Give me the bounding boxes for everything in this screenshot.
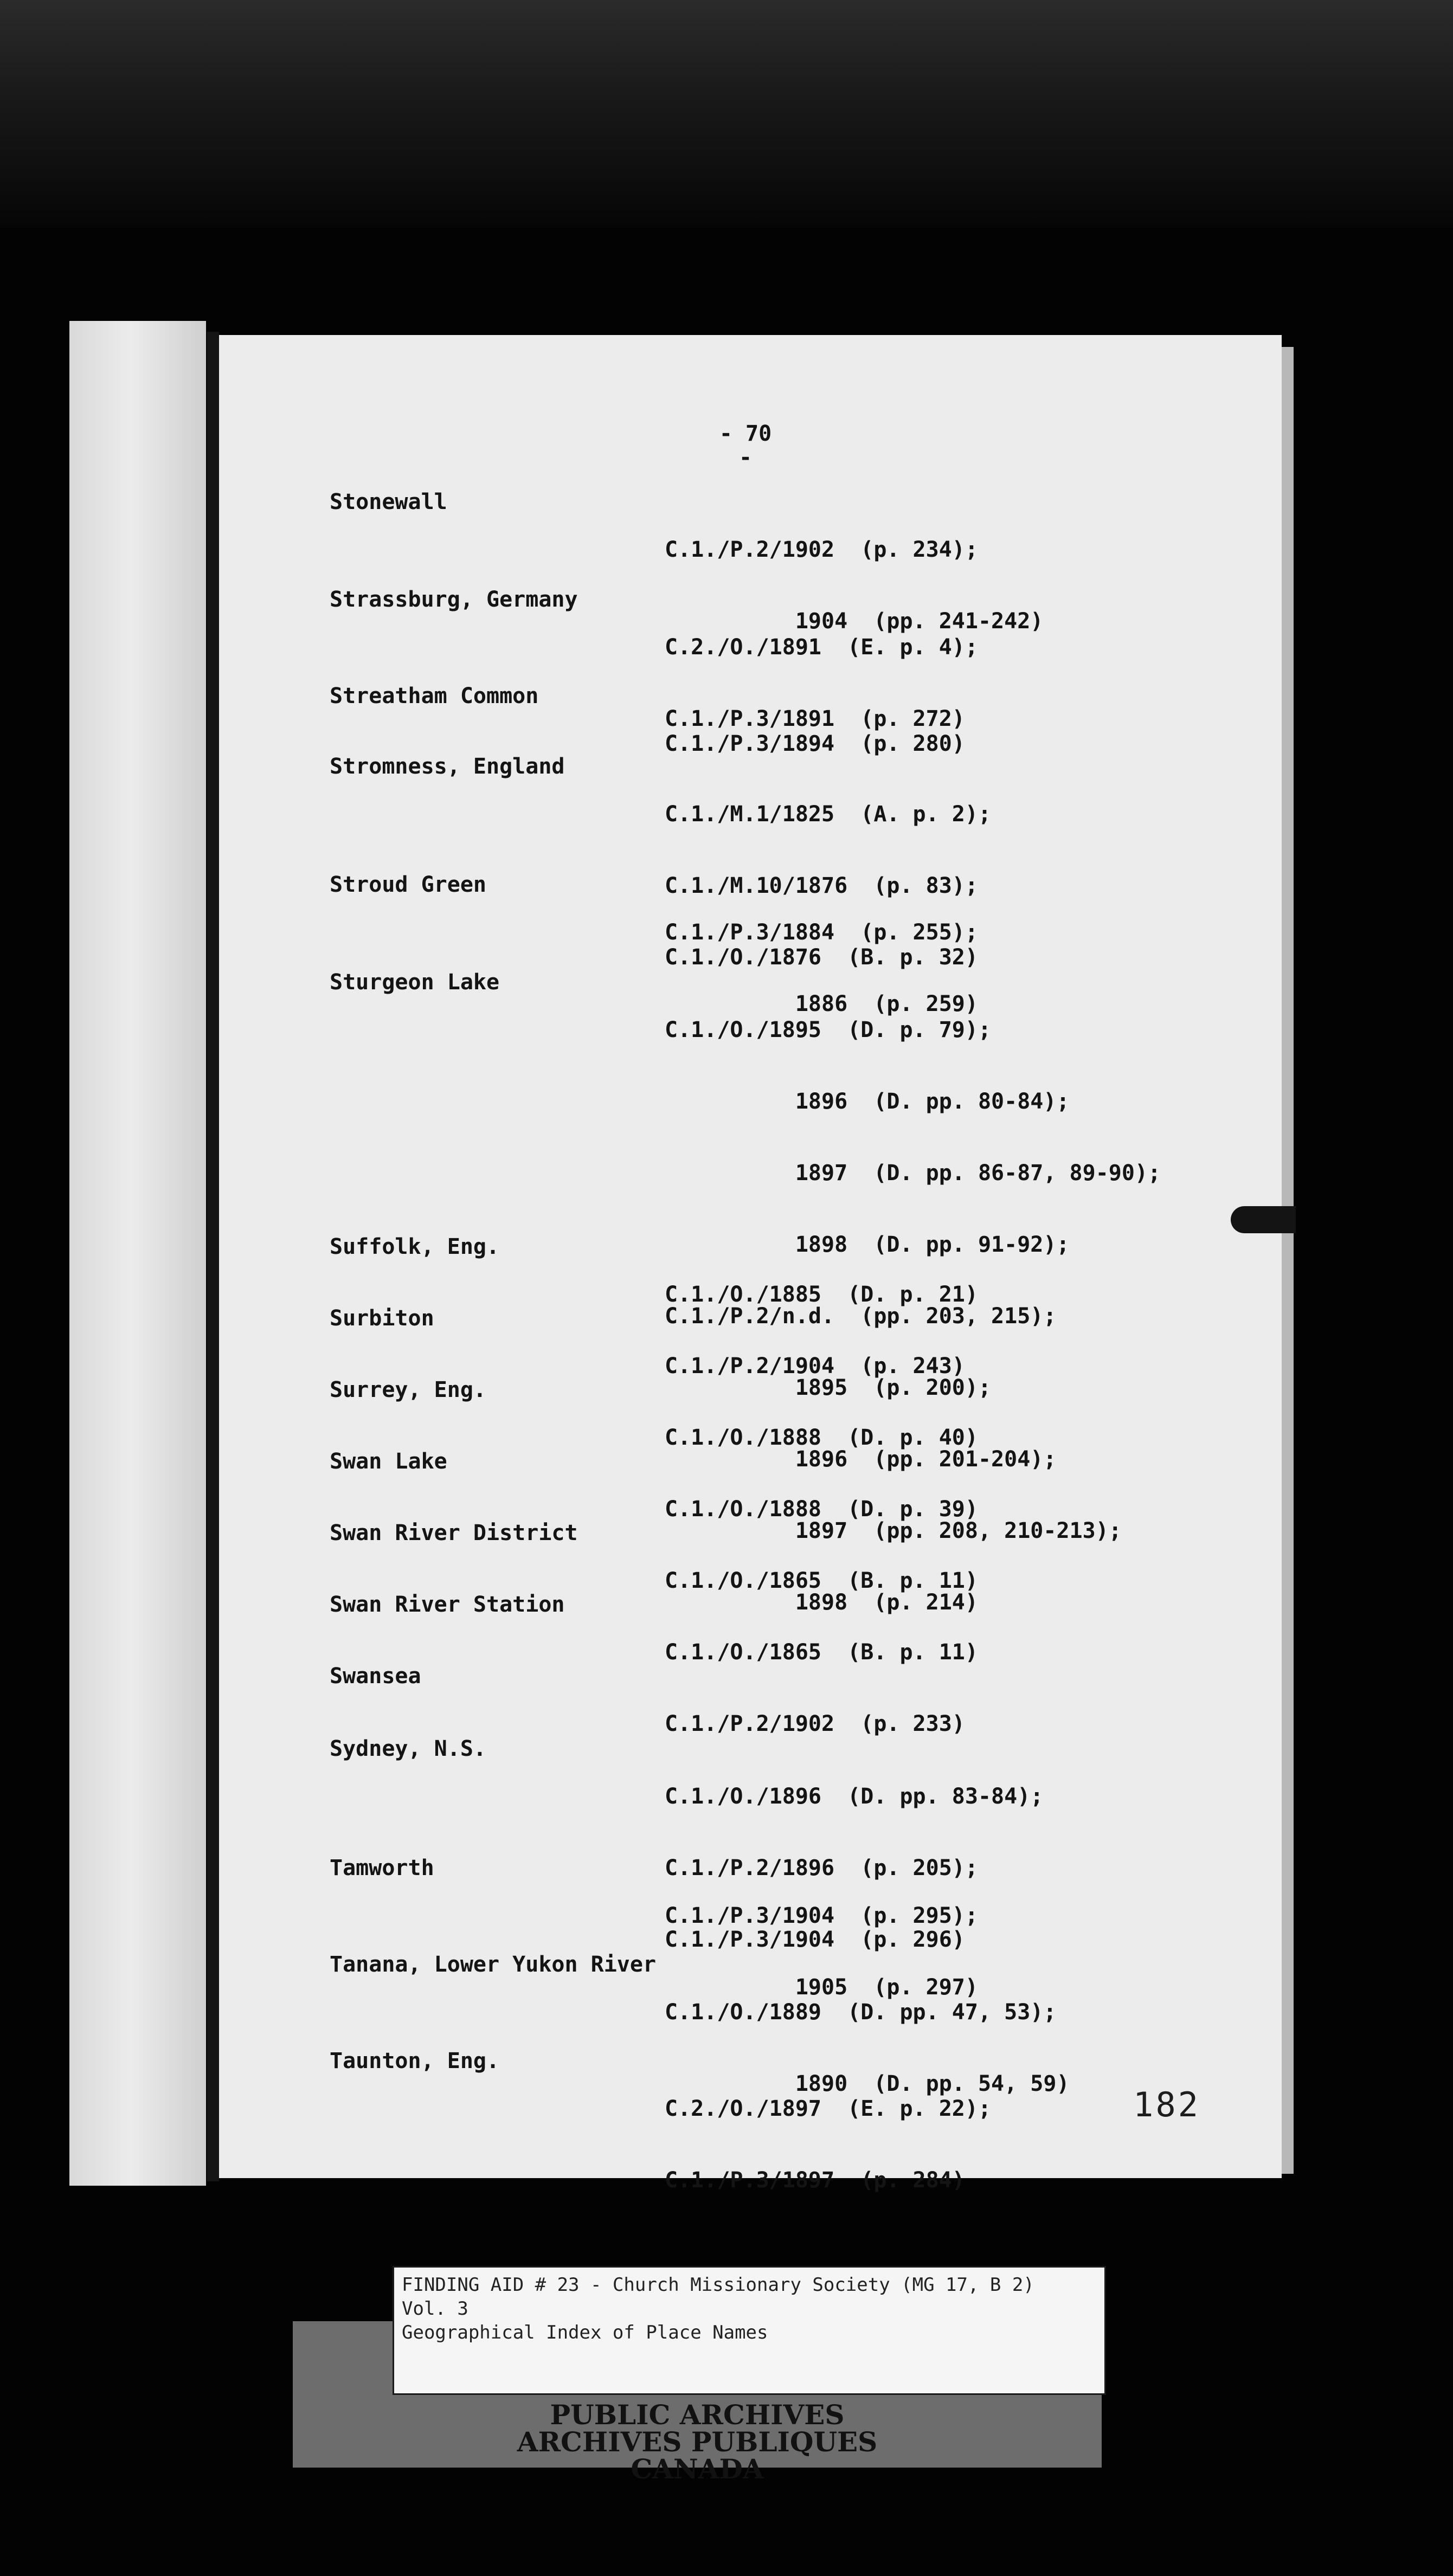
place-name: Sydney, N.S. — [330, 1736, 486, 1761]
reference-line: C.1./M.1/1825 (A. p. 2); — [665, 802, 992, 827]
reference-line: 1898 (D. pp. 91-92); — [665, 1232, 1070, 1257]
reference-line: 1905 (p. 297) — [665, 1975, 978, 2000]
reference-line: C.2./O./1897 (E. p. 22); — [665, 2096, 992, 2121]
facing-page-edge — [69, 321, 206, 2186]
reference-line: 1898 (p. 214) — [665, 1590, 978, 1615]
place-name: Taunton, Eng. — [330, 2049, 500, 2073]
reference-line: 1886 (p. 259) — [665, 991, 978, 1016]
reference-line: 1896 (D. pp. 80-84); — [665, 1089, 1070, 1114]
archives-stamp — [293, 2401, 1102, 2483]
reference-line: C.1./P.3/1904 (p. 296) — [665, 1927, 965, 1952]
reference-line: C.1./P.2/1896 (p. 205); — [665, 1856, 978, 1881]
reference-list — [665, 2049, 991, 2240]
place-name: Stroud Green — [330, 872, 486, 897]
place-name: Swan Lake — [330, 1449, 447, 1474]
reference-line: 1904 (pp. 241-242) — [665, 609, 1044, 634]
reference-line: C.1./P.2/n.d. (pp. 203, 215); — [665, 1304, 1057, 1329]
reference-line: C.1./P.3/1884 (p. 255); — [665, 920, 978, 945]
reference-line: C.1./O./1865 (B. p. 11) — [665, 1640, 978, 1665]
frame-stamp-number: 182 — [1133, 2085, 1200, 2124]
place-name: Surbiton — [330, 1306, 434, 1331]
reference-line: 1890 (D. pp. 54, 59) — [665, 2071, 1070, 2096]
reference-line: C.1./O./1885 (D. p. 21) — [665, 1282, 978, 1307]
place-name: Suffolk, Eng. — [330, 1234, 500, 1259]
reference-line: C.1./P.3/1897 (p. 284) — [665, 2168, 965, 2193]
finding-aid-volume: Vol. 3 — [402, 2298, 468, 2320]
reference-line: C.1./O./1888 (D. p. 40) — [665, 1425, 978, 1450]
reference-line: C.1./O./1876 (B. p. 32) — [665, 945, 978, 970]
reference-line: C.1./P.3/1904 (p. 295); — [665, 1903, 978, 1928]
page-stack-edge — [1282, 347, 1294, 2174]
reference-line: C.1./P.3/1891 (p. 272) — [665, 706, 965, 731]
place-name: Surrey, Eng. — [330, 1377, 486, 1402]
page-tab-mark — [1231, 1206, 1296, 1233]
reference-line: C.1./P.2/1902 (p. 233) — [665, 1711, 965, 1736]
reference-line: 1896 (pp. 201-204); — [665, 1447, 1057, 1472]
place-name: Tanana, Lower Yukon River — [330, 1952, 657, 1977]
finding-aid-title: FINDING AID # 23 - Church Missionary Society (MG 17, B 2) — [402, 2274, 1034, 2296]
archives-line-country: CANADA — [631, 2453, 764, 2485]
place-name: Sturgeon Lake — [330, 970, 500, 995]
reference-line: C.1./M.10/1876 (p. 83); — [665, 873, 978, 898]
archives-line-english: PUBLIC ARCHIVES — [550, 2399, 845, 2431]
archives-line-french: ARCHIVES PUBLIQUES — [517, 2426, 878, 2458]
reference-line: C.1./O./1865 (B. p. 11) — [665, 1568, 978, 1593]
place-name: Streatham Common — [330, 684, 539, 709]
place-name: Swan River Station — [330, 1592, 565, 1617]
place-name: Swansea — [330, 1664, 421, 1689]
place-name: Stromness, England — [330, 754, 565, 779]
finding-aid-label — [393, 2266, 1106, 2395]
place-name: Tamworth — [330, 1856, 434, 1881]
page-number: - 70 - — [719, 421, 772, 470]
reference-line: C.1./O./1889 (D. pp. 47, 53); — [665, 2000, 1057, 2025]
place-name: Strassburg, Germany — [330, 587, 578, 612]
microfilm-background — [0, 0, 1453, 228]
reference-line: C.1./O./1896 (D. pp. 83-84); — [665, 1784, 1044, 1809]
reference-line: C.1./P.3/1894 (p. 280) — [665, 731, 965, 756]
reference-line: 1895 (p. 200); — [665, 1375, 992, 1400]
reference-line: C.1./O./1895 (D. p. 79); — [665, 1017, 992, 1042]
reference-line: C.1./P.2/1904 (p. 243) — [665, 1354, 965, 1379]
binding-gutter — [207, 332, 219, 2181]
place-name: Stonewall — [330, 490, 447, 514]
reference-line: 1897 (D. pp. 86-87, 89-90); — [665, 1161, 1161, 1186]
reference-line: C.2./O./1891 (E. p. 4); — [665, 635, 978, 660]
reference-line: C.1./O./1888 (D. p. 39) — [665, 1497, 978, 1522]
place-name: Swan River District — [330, 1521, 578, 1545]
reference-line: 1897 (pp. 208, 210-213); — [665, 1518, 1122, 1543]
finding-aid-subtitle: Geographical Index of Place Names — [402, 2322, 768, 2343]
reference-line: C.1./P.2/1902 (p. 234); — [665, 537, 978, 562]
